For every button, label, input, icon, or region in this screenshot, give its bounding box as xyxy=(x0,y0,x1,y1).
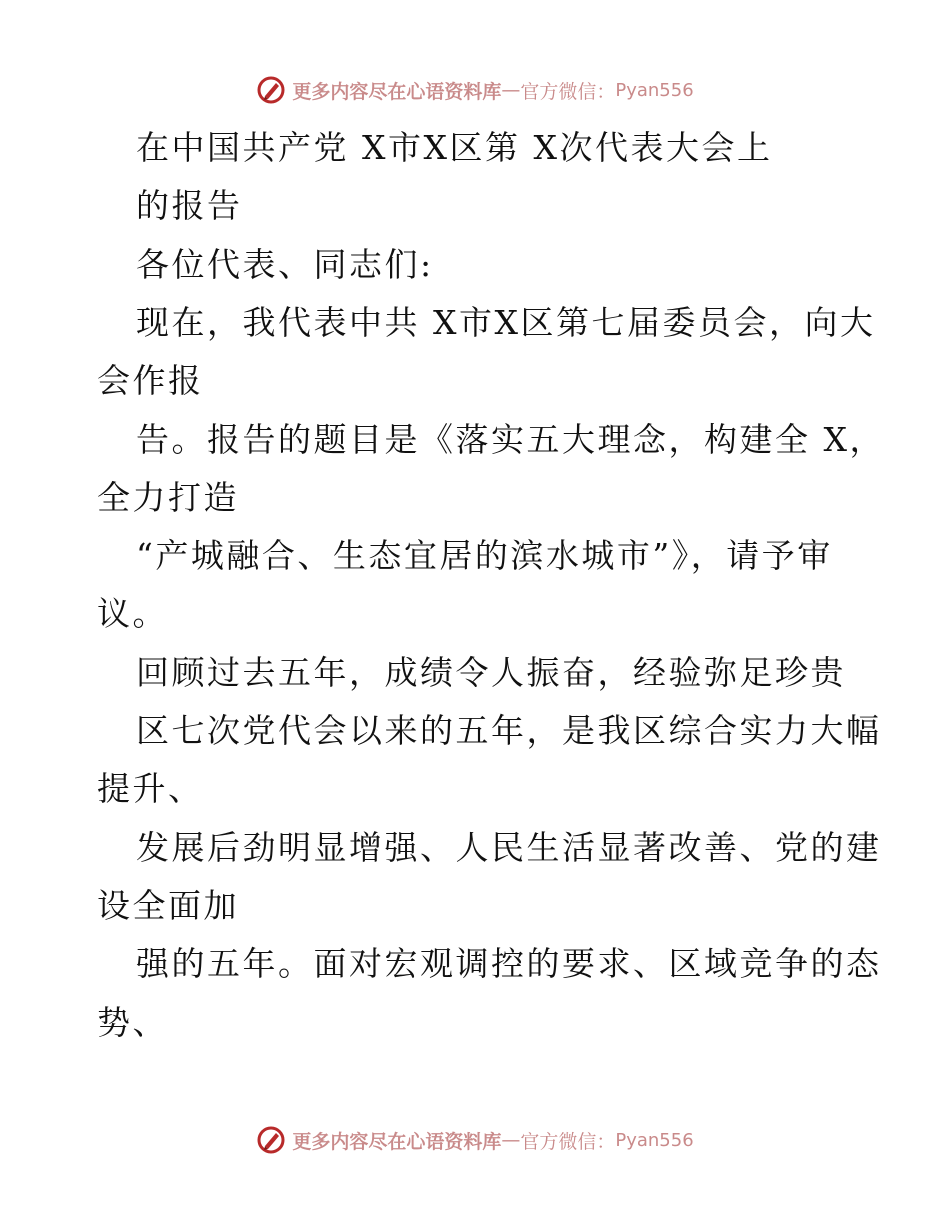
footer-banner xyxy=(0,1120,950,1160)
text-line: 全力打造 xyxy=(97,478,239,517)
pen-logo-icon xyxy=(256,1125,286,1155)
banner-text: 更多内容尽在心语资料库 xyxy=(292,80,502,103)
text-line: 提升、 xyxy=(97,769,204,808)
banner-separator: — xyxy=(501,79,521,101)
text-line: 发展后劲明显增强、人民生活显著改善、党的建 xyxy=(136,828,882,867)
banner-wechat-id: Pyan556 xyxy=(615,79,694,101)
banner-wechat-label: 官方微信： xyxy=(520,80,616,103)
text-line: 强的五年。面对宏观调控的要求、区域竞争的态 xyxy=(136,944,882,983)
text-line: 告。报告的题目是《落实五大理念，构建全 X， xyxy=(136,420,885,459)
text-line: 现在，我代表中共 X市X区第七届委员会，向大 xyxy=(136,303,876,342)
text-line: 会作报 xyxy=(97,361,204,400)
text-line: 在中国共产党 X市X区第 X次代表大会上 xyxy=(136,128,773,167)
banner-text: 更多内容尽在心语资料库 xyxy=(292,1130,502,1153)
text-line: 区七次党代会以来的五年，是我区综合实力大幅 xyxy=(136,711,882,750)
banner-wechat-id: Pyan556 xyxy=(615,1129,694,1151)
text-line: 设全面加 xyxy=(97,886,239,925)
text-line: 回顾过去五年，成绩令人振奋，经验弥足珍贵 xyxy=(136,653,846,692)
text-line: 势、 xyxy=(97,1003,168,1042)
text-line: 的报告 xyxy=(136,186,243,225)
pen-logo-icon xyxy=(256,75,286,105)
banner-wechat-label: 官方微信： xyxy=(520,1130,616,1153)
header-banner xyxy=(0,70,950,110)
text-line: 各位代表、同志们: xyxy=(136,245,434,284)
text-line: 议。 xyxy=(97,594,168,633)
text-line: “产城融合、生态宜居的滨水城市”》，请予审 xyxy=(136,536,833,575)
banner-separator: — xyxy=(501,1129,521,1151)
